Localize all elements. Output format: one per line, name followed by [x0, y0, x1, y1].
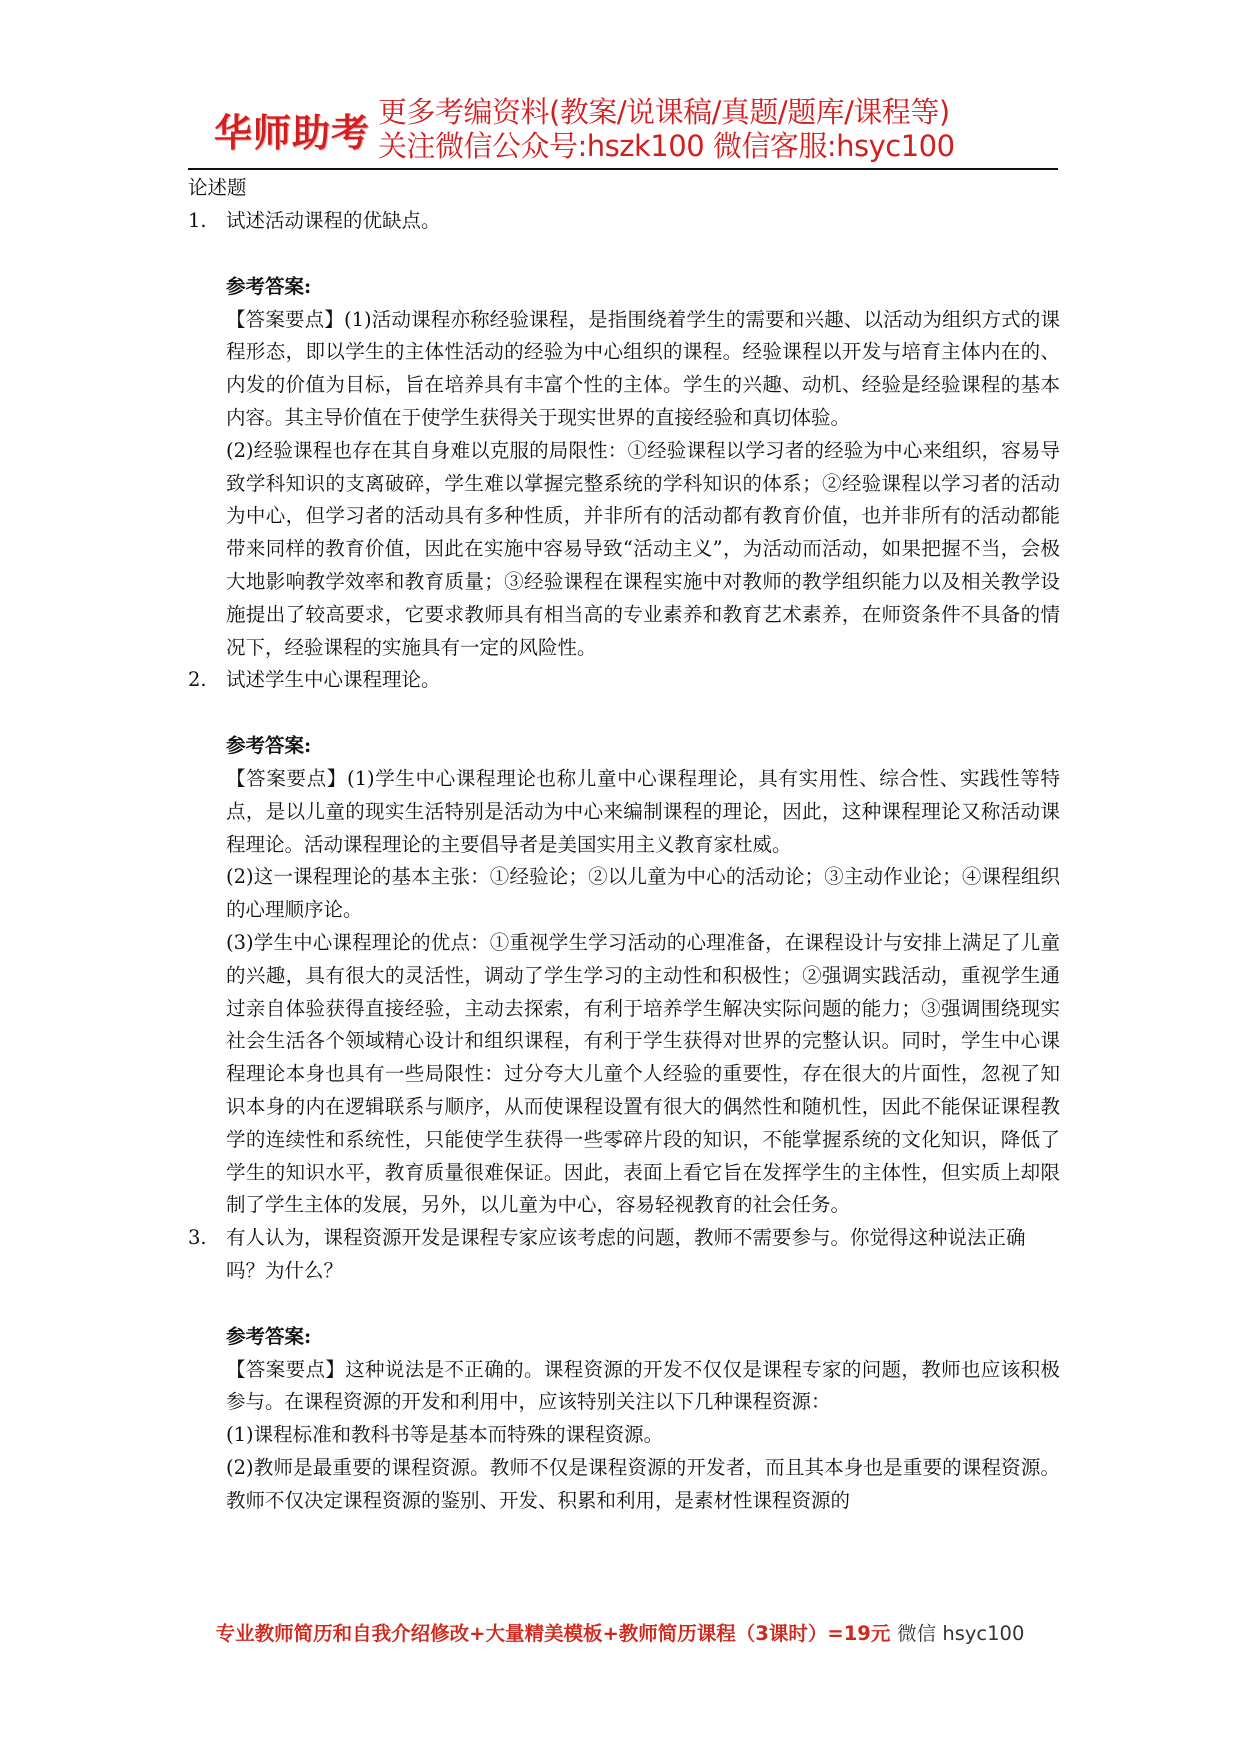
answer-paragraph: 【答案要点】(1)学生中心课程理论也称儿童中心课程理论，具有实用性、综合性、实践性等特点，是以儿童的现实生活特别是活动为中心来编制课程的理论，因此，这种课程理论又称活动课程理论。活动课程理论的主要倡导者是美国实用主义教育家杜威。 — [226, 766, 1060, 856]
answer-label: 参考答案: — [226, 1324, 312, 1348]
answer-paragraph: (2)这一课程理论的基本主张：①经验论；②以儿童为中心的活动论；③主动作业论；④课程组织的心理顺序论。 — [226, 865, 1060, 922]
banner-line-2: 关注微信公众号:hszk100 微信客服:hsyc100 — [378, 129, 955, 163]
question-number: 1. — [188, 209, 207, 232]
answer-paragraph: 【答案要点】这种说法是不正确的。课程资源的开发不仅仅是课程专家的问题，教师也应该积极参与。在课程资源的开发和利用中，应该特别关注以下几种课程资源： — [226, 1357, 1060, 1414]
brand-logo: 华师助考 — [214, 110, 371, 155]
question-3 — [188, 1222, 1060, 1288]
answer-paragraph: 【答案要点】(1)活动课程亦称经验课程，是指围绕着学生的需要和兴趣、以活动为组织方式的课程形态，即以学生的主体性活动的经验为中心组织的课程。经验课程以开发与培育主体内在的、内发的价值为目标，旨在培养具有丰富个性的主体。学生的兴趣、动机、经验是经验课程的基本内容。其主导价值在于使学生获得关于现实世界的直接经验和真切体验。 — [226, 307, 1060, 429]
footer-wechat: 微信 hsyc100 — [897, 1622, 1025, 1645]
answer-label: 参考答案: — [226, 734, 312, 758]
answer-3 — [226, 1288, 1060, 1518]
answer-paragraph: (2)经验课程也存在其自身难以克服的局限性：①经验课程以学习者的经验为中心来组织，容易导致学科知识的支离破碎，学生难以掌握完整系统的学科知识的体系；②经验课程以学习者的活动为中心，但学习者的活动具有多种性质，并非所有的活动都有教育价值，也并非所有的活动都能带来同样的教育价值，因此在实施中容易导致“活动主义”，为活动而活动，如果把握不当，会极大地影响教学效率和教育质量；③经验课程在课程实施中对教师的教学组织能力以及相关教学设施提出了较高要求，它要求教师具有相当高的专业素养和教育艺术素养，在师资条件不具备的情况下，经验课程的实施具有一定的风险性。 — [226, 438, 1060, 659]
header-divider — [188, 168, 1058, 170]
answer-paragraph: (3)学生中心课程理论的优点：①重视学生学习活动的心理准备，在课程设计与安排上满足了儿童的兴趣，具有很大的灵活性，调动了学生学习的主动性和积极性；②强调实践活动，重视学生通过亲自体验获得直接经验，主动去探索，有利于培养学生解决实际问题的能力；③强调围绕现实社会生活各个领域精心设计和组织课程，有利于学生获得对世界的完整认识。同时，学生中心课程理论本身也具有一些局限性：过分夸大儿童个人经验的重要性，存在很大的片面性，忽视了知识本身的内在逻辑联系与顺序，从而使课程设置有很大的偶然性和随机性，因此不能保证课程教学的连续性和系统性，只能使学生获得一些零碎片段的知识，不能掌握系统的文化知识，降低了学生的知识水平，教育质量很难保证。因此，表面上看它旨在发挥学生的主体性，但实质上却限制了学生主体的发展，另外，以儿童为中心，容易轻视教育的社会任务。 — [226, 930, 1060, 1217]
question-text: 试述活动课程的优缺点。 — [226, 209, 441, 232]
footer-ad — [0, 1618, 1240, 1646]
question-number: 2. — [188, 668, 207, 692]
section-title: 论述题 — [188, 176, 247, 199]
header-banner — [214, 92, 1044, 166]
answer-1 — [226, 238, 1060, 665]
answer-2 — [226, 697, 1060, 1222]
question-number: 3. — [188, 1226, 207, 1250]
answer-label: 参考答案: — [226, 274, 312, 298]
question-2 — [188, 664, 1060, 697]
question-1 — [188, 205, 1060, 238]
answer-paragraph: (1)课程标准和教科书等是基本而特殊的课程资源。 — [226, 1423, 664, 1447]
answer-paragraph: (2)教师是最重要的课程资源。教师不仅是课程资源的开发者，而且其本身也是重要的课程资源。教师不仅决定课程资源的鉴别、开发、积累和利用，是素材性课程资源的 — [226, 1455, 1060, 1512]
document-body — [188, 172, 1060, 1517]
banner-line-1: 更多考编资料(教案/说课稿/真题/题库/课程等) — [378, 95, 950, 129]
question-text: 有人认为，课程资源开发是课程专家应该考虑的问题，教师不需要参与。你觉得这种说法正确吗？为什么？ — [226, 1226, 1026, 1282]
banner-text — [378, 95, 955, 163]
footer-text: 专业教师简历和自我介绍修改+大量精美模板+教师简历课程（3课时）=19元 — [215, 1622, 891, 1645]
question-text: 试述学生中心课程理论。 — [226, 668, 441, 692]
